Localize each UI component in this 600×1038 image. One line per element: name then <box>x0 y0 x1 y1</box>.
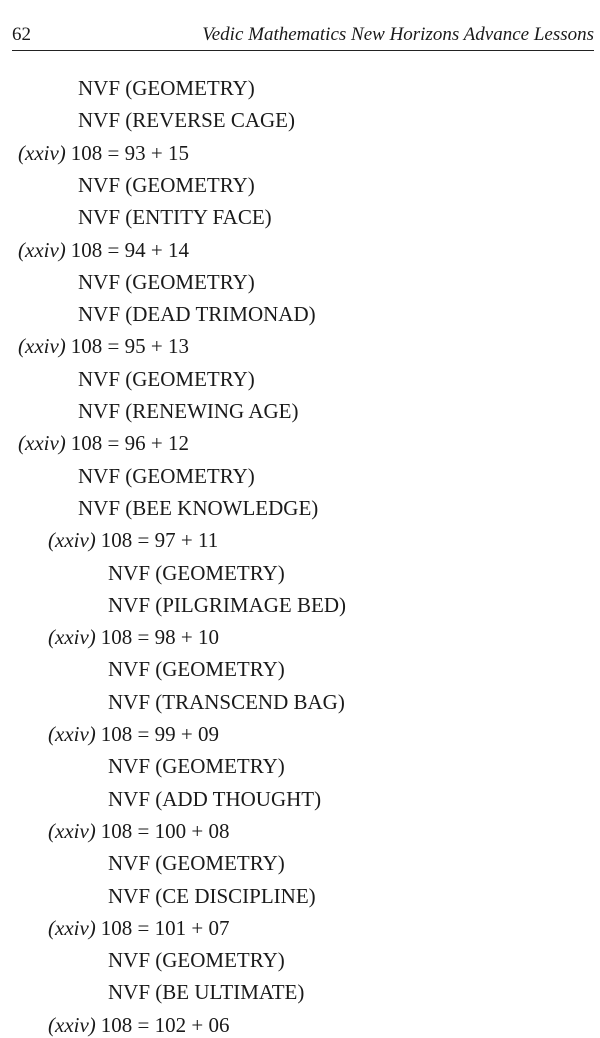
nvf-line: NVF (GEOMETRY) <box>108 657 285 682</box>
nvf-line: NVF (BEE KNOWLEDGE) <box>78 495 319 520</box>
equation-label: (xxiv) <box>48 722 96 746</box>
equation-label: (xxiv) <box>48 528 96 553</box>
equation-text: 108 = 97 + 11 <box>100 528 219 553</box>
nvf-line: NVF (ENTITY FACE) <box>78 205 272 230</box>
nvf-line: NVF (TRANSCEND BAG) <box>108 689 345 714</box>
equation-line <box>48 624 219 650</box>
equation-line <box>18 237 189 263</box>
nvf-line: NVF (GEOMETRY) <box>108 948 285 973</box>
equation-line <box>48 915 229 941</box>
equation-line <box>48 818 229 844</box>
equation-label: (xxiv) <box>18 237 66 262</box>
equation-line <box>48 527 218 553</box>
nvf-line: NVF (GEOMETRY) <box>108 851 285 876</box>
nvf-line: NVF (REVERSE CAGE) <box>78 108 296 133</box>
equation-text: 108 = 96 + 12 <box>70 431 189 456</box>
running-title: Vedic Mathematics New Horizons Advance Lessons <box>202 24 594 45</box>
equation-label: (xxiv) <box>48 915 96 940</box>
nvf-line: NVF (GEOMETRY) <box>108 560 285 585</box>
nvf-line: NVF (RENEWING AGE) <box>78 399 299 423</box>
equation-label: (xxiv) <box>18 140 66 165</box>
equation-line <box>48 721 219 747</box>
equation-label: (xxiv) <box>18 334 66 359</box>
nvf-line: NVF (DEAD TRIMONAD) <box>78 302 316 327</box>
nvf-line: NVF (PILGRIMAGE BED) <box>108 592 346 617</box>
equation-text: 108 = 100 + 08 <box>100 818 230 843</box>
nvf-line: NVF (GEOMETRY) <box>78 366 255 391</box>
equation-text: 108 = 95 + 13 <box>70 334 189 359</box>
nvf-line: NVF (BE ULTIMATE) <box>108 980 305 1005</box>
equation-text: 108 = 101 + 07 <box>100 915 230 940</box>
equation-text: 108 = 93 + 15 <box>70 140 189 165</box>
equation-label: (xxiv) <box>48 625 96 650</box>
page-header <box>12 22 594 51</box>
nvf-line: NVF (ADD THOUGHT) <box>108 786 322 811</box>
equation-label: (xxiv) <box>48 1012 96 1037</box>
equation-line <box>18 140 189 166</box>
nvf-line: NVF (CE DISCIPLINE) <box>108 883 316 908</box>
equation-line <box>18 430 189 456</box>
equation-line <box>18 333 189 359</box>
equation-line <box>48 1012 229 1038</box>
equation-label: (xxiv) <box>18 431 66 456</box>
nvf-line: NVF (GEOMETRY) <box>78 76 255 100</box>
equation-text: 108 = 94 + 14 <box>70 237 189 262</box>
nvf-line: NVF (GEOMETRY) <box>78 172 255 197</box>
equation-label: (xxiv) <box>48 818 96 843</box>
equation-text: 108 = 98 + 10 <box>100 625 219 650</box>
nvf-line: NVF (GEOMETRY) <box>78 463 255 488</box>
page-number: 62 <box>12 24 31 45</box>
equation-text: 108 = 102 + 06 <box>100 1012 230 1037</box>
nvf-line: NVF (GEOMETRY) <box>78 269 255 294</box>
equation-text: 108 = 99 + 09 <box>100 722 219 746</box>
nvf-line: NVF (GEOMETRY) <box>108 754 285 779</box>
